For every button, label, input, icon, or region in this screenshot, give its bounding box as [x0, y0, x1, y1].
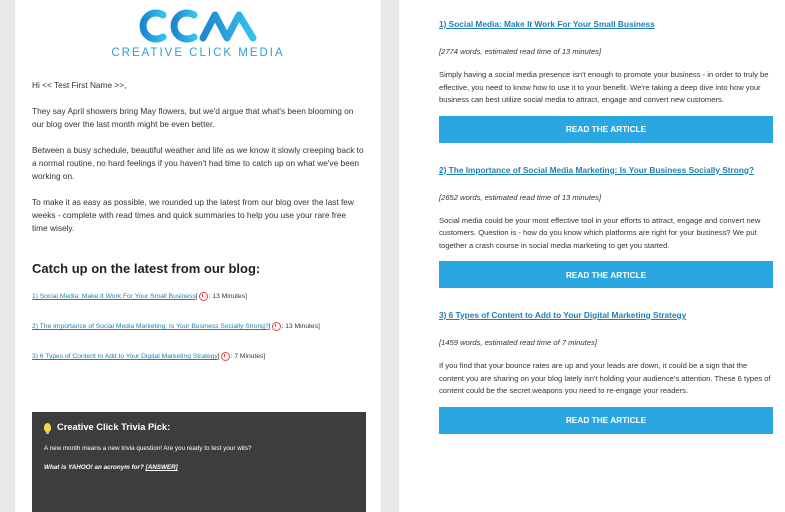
- toc-item: [32, 292, 364, 322]
- email-right-panel: [399, 0, 785, 512]
- toc-item: [32, 322, 364, 352]
- article-summary: Social media could be your most effective tool in your efforts to attract, engage and convert new customers. Question is - how do you know which platforms are right for your business? We put together a crash course in social media marketing to get you started.: [439, 215, 761, 250]
- trivia-title: Creative Click Trivia Pick:: [57, 422, 171, 432]
- ccm-logo-icon: [133, 8, 263, 44]
- clock-icon: [199, 292, 208, 301]
- email-left-panel: [15, 0, 381, 512]
- article-block: [399, 0, 785, 143]
- clock-icon: [221, 352, 230, 361]
- brand-logo: [15, 0, 381, 59]
- toc-bracket: [: [195, 293, 198, 300]
- toc-read-time: : 13 Minutes]: [281, 323, 320, 330]
- toc-link-2[interactable]: 2) The Importance of Social Media Marketing: Is Your Business Socially Strong?: [32, 323, 269, 330]
- catchup-heading: Catch up on the latest from our blog:: [32, 261, 261, 276]
- read-article-button-3[interactable]: READ THE ARTICLE: [439, 407, 773, 434]
- article-summary: If you find that your bounce rates are up and your leads are down, it could be a sign that the content you are sharing on your blog lately isn't holding your audience's attention. These 6 types of content could be the secret weapons you need to re-engage your readers.: [439, 361, 771, 395]
- article-block: [399, 143, 785, 289]
- intro-paragraph-2: Between a busy schedule, beautiful weather and life as we know it slowly creeping back to a normal routine, no hard feelings if you haven't had time to catch up on what we've been working on.: [32, 145, 364, 181]
- trivia-box: [32, 412, 366, 512]
- article-title-1[interactable]: 1) Social Media: Make It Work For Your Small Business: [439, 19, 655, 29]
- toc-bracket: [: [268, 323, 271, 330]
- read-article-button-1[interactable]: READ THE ARTICLE: [439, 116, 773, 143]
- greeting: Hi << Test First Name >>,: [32, 80, 127, 90]
- intro-paragraph-3: To make it as easy as possible, we rounded up the latest from our blog over the last few weeks - complete with read times and quick summaries to help you use your rare free time wisely.: [32, 197, 354, 233]
- trivia-answer-link[interactable]: [ANSWER]: [145, 464, 178, 471]
- trivia-heading: [44, 422, 354, 432]
- toc-read-time: : 7 Minutes]: [230, 353, 266, 360]
- trivia-question-line: [44, 464, 354, 471]
- article-meta: [2774 words, estimated read time of 13 minutes]: [439, 47, 602, 56]
- article-meta: [1459 words, estimated read time of 7 minutes]: [439, 338, 597, 347]
- lightbulb-icon: [44, 423, 51, 432]
- article-title-3[interactable]: 3) 6 Types of Content to Add to Your Digital Marketing Strategy: [439, 310, 687, 320]
- clock-icon: [272, 322, 281, 331]
- intro-paragraph-1: They say April showers bring May flowers, but we'd argue that what's been blooming on our blog over the last month might be even better.: [32, 106, 354, 129]
- article-summary: Simply having a social media presence isn't enough to promote your business - in order to truly be effective, you need to know how to use it to your benefit. We're taking a deep dive into how your business can best utilize social media to attract, engage and convert new customers.: [439, 70, 769, 104]
- article-title-2[interactable]: 2) The Importance of Social Media Marketing: Is Your Business Socially Strong?: [439, 164, 755, 175]
- read-article-button-2[interactable]: READ THE ARTICLE: [439, 261, 773, 288]
- trivia-text: A new month means a new trivia question! Are you ready to test your wits?: [44, 445, 252, 452]
- toc-link-3[interactable]: 3) 6 Types of Content to Add to Your Digital Marketing Strategy: [32, 353, 218, 360]
- article-meta: [2652 words, estimated read time of 13 minutes]: [439, 192, 602, 202]
- toc-bracket: [: [217, 353, 220, 360]
- trivia-question: What is YAHOO! an acronym for?: [44, 464, 144, 471]
- toc-link-1[interactable]: 1) Social Media: Make It Work For Your Small Business: [32, 293, 196, 300]
- article-block: [399, 288, 785, 434]
- blog-toc: [32, 292, 364, 382]
- toc-read-time: : 13 Minutes]: [208, 293, 247, 300]
- toc-item: [32, 352, 364, 382]
- brand-name: CREATIVE CLICK MEDIA: [111, 47, 285, 59]
